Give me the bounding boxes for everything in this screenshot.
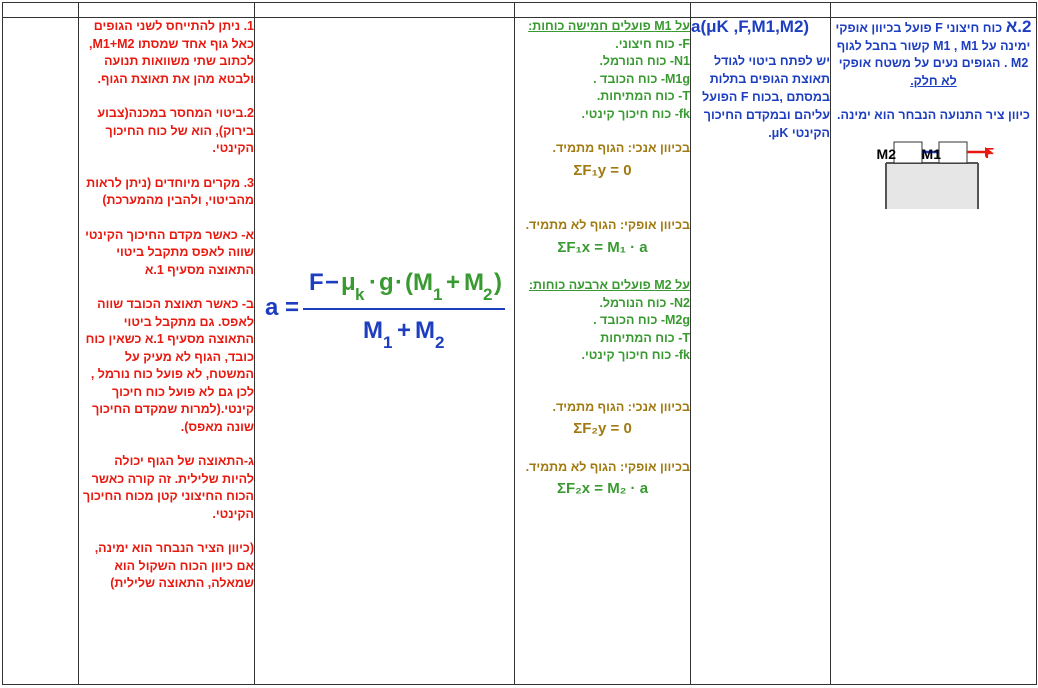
m1-force-item: T- כוח המתיחות. bbox=[596, 89, 690, 103]
m1-forces-title: על M1 פועלים חמישה כוחות: bbox=[528, 19, 690, 33]
dependence-text: יש לפתח ביטוי לגודל תאוצת הגופים בתלות במסתם ,בכוח F הפועל עליהם ובמקדם החיכוך הקינטי μK. bbox=[702, 54, 830, 140]
block-m2 bbox=[894, 142, 922, 163]
block-m2-label: M2 bbox=[876, 145, 896, 162]
header-cell bbox=[515, 3, 691, 18]
den-plus: + bbox=[397, 317, 412, 344]
notes-cell bbox=[79, 18, 255, 685]
note-case-a: א- כאשר מקדם החיכוך הקינטי שווה לאפס מתקבל ביטוי התאוצה מסעיף 1.א bbox=[85, 227, 254, 277]
note-3: 3. מקרים מיוחדים (ניתן לראות מהביטוי, ולהבין מהמערכת) bbox=[86, 175, 254, 207]
m2-horizontal-eq: ΣF₂x = M₂ · a bbox=[556, 480, 649, 497]
formula-dot-1: · bbox=[369, 269, 377, 296]
note-axis: (כיוון הציר הנבחר הוא ימינה, אם כיוון הכוח השקול הוא שמאלה, התאוצה שלילית) bbox=[94, 541, 254, 590]
axis-note: כיוון ציר התנועה הנבחר הוא ימינה. bbox=[837, 108, 1030, 122]
note-case-b: ב- כאשר תאוצת הכובד שווה לאפס. גם מתקבל ביטוי התאוצה מסעיף 1.א כשאין כוח כובד, הגוף לא מעיק על המשטח, לא פועל כוח נורמל , לכן גם לא פועל כוח חיכוך קינטי.(למרות שמקדם החיכוך שונה מאפס). bbox=[85, 297, 254, 434]
content-row bbox=[3, 18, 1037, 685]
m1-force-item: fk- כוח חיכוך קינטי. bbox=[581, 106, 690, 121]
formula-sub-1: 1 bbox=[433, 285, 443, 304]
formula-close: ) bbox=[494, 269, 502, 296]
den-sub-2: 2 bbox=[435, 333, 445, 352]
m2-forces-title: על M2 פועלים ארבעה כוחות: bbox=[528, 278, 690, 292]
formula-k-sub: k bbox=[355, 285, 365, 304]
worksheet-table bbox=[2, 2, 1037, 685]
m2-horizontal-text: בכיוון אופקי: הגוף לא מתמיד. bbox=[525, 459, 690, 474]
formula-F: F bbox=[309, 269, 324, 296]
den-M1: M bbox=[363, 317, 383, 344]
formula-M2: M bbox=[464, 269, 484, 296]
force-label: F bbox=[984, 144, 994, 162]
m2-vertical-eq: ΣF₂y = 0 bbox=[573, 420, 632, 437]
note-1: 1. ניתן להתייחס לשני הגופים כאל גוף אחד שמסתו M1+M2, לכתוב שתי משוואות תנועה ולבטא מהן את תאוצת הגוף. bbox=[89, 19, 254, 86]
table-surface bbox=[886, 163, 978, 209]
m2-vertical-text: בכיוון אנכי: הגוף מתמיד. bbox=[552, 399, 690, 414]
block-m1-label: M1 bbox=[921, 145, 941, 162]
header-cell bbox=[691, 3, 831, 18]
acceleration-dependence-expr: a(μK ,F,M1,M2) bbox=[691, 17, 810, 36]
empty-cell bbox=[3, 18, 79, 685]
den-M2: M bbox=[415, 317, 435, 344]
header-cell bbox=[3, 3, 79, 18]
formula-open-M1: (M bbox=[405, 269, 433, 296]
formula-sub-2: 2 bbox=[483, 285, 493, 304]
m1-horizontal-eq: ΣF₁x = M₁ · a bbox=[557, 238, 648, 256]
header-cell bbox=[831, 3, 1037, 18]
den-sub-1: 1 bbox=[383, 333, 393, 352]
formula-cell bbox=[255, 18, 515, 685]
block-m1 bbox=[939, 142, 967, 163]
question-cell bbox=[831, 18, 1037, 685]
formula-plus: + bbox=[446, 269, 461, 296]
question-number: 2.א bbox=[1005, 17, 1032, 36]
formula-lhs: a = bbox=[265, 294, 300, 321]
note-2: 2.ביטוי המחסר במכנה(צבוע בירוק), הוא של כוח החיכוך הקינטי. bbox=[97, 106, 254, 155]
header-cell bbox=[79, 3, 255, 18]
m2-force-item: M2g- כוח הכובד . bbox=[593, 313, 690, 327]
formula-mu: μ bbox=[341, 269, 356, 296]
dependence-cell bbox=[691, 18, 831, 685]
acceleration-formula bbox=[255, 18, 513, 678]
blocks-diagram bbox=[839, 137, 1029, 217]
question-body: כוח חיצוני F פועל בכיוון אופקי ימינה על M1 , M1 קשור בחבל לגוף M2 . הגופים נעים על משטח אופקי bbox=[835, 21, 1031, 70]
m2-force-item: N2- כוח הנורמל. bbox=[599, 295, 690, 310]
forces-cell bbox=[515, 18, 691, 685]
not-smooth-label: לא חלק. bbox=[910, 73, 957, 88]
m1-vertical-text: בכיוון אנכי: הגוף מתמיד. bbox=[552, 141, 690, 155]
question-text bbox=[831, 18, 1036, 90]
m1-force-item: N1- כוח הנורמל. bbox=[599, 54, 690, 68]
m1-force-item: M1g- כוח הכובד . bbox=[593, 71, 690, 86]
m1-horizontal-text: בכיוון אופקי: הגוף לא מתמיד. bbox=[525, 218, 690, 232]
header-row bbox=[3, 3, 1037, 18]
note-case-c: ג-התאוצה של הגוף יכולה להיות שלילית. זה קורה כאשר הכוח החיצוני קטן מכוח החיכוך הקינטי. bbox=[83, 454, 254, 521]
formula-minus: − bbox=[325, 269, 340, 296]
m1-force-item: F- כוח חיצוני. bbox=[615, 36, 690, 51]
m1-vertical-eq: ΣF₁y = 0 bbox=[573, 161, 632, 179]
m2-force-item: fk- כוח חיכוך קינטי. bbox=[581, 348, 690, 362]
m2-force-item: T- כוח המתיחות bbox=[600, 330, 690, 345]
formula-g: g bbox=[379, 269, 394, 296]
header-cell bbox=[255, 3, 515, 18]
formula-dot-2: · bbox=[395, 269, 403, 296]
